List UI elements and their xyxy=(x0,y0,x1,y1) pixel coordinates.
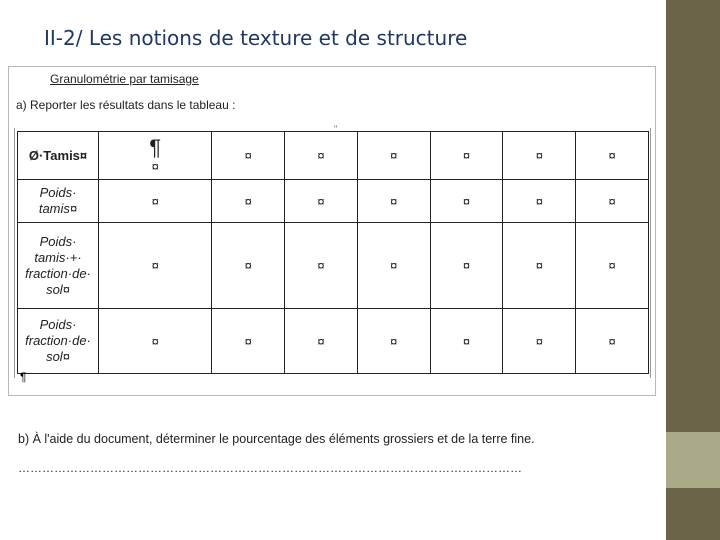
table-cell[interactable] xyxy=(576,309,649,374)
table-cell[interactable] xyxy=(285,222,358,309)
table-cell[interactable] xyxy=(357,180,430,222)
table-row xyxy=(18,132,649,180)
instruction-b: b) À l'aide du document, déterminer le pourcentage des éléments grossiers et de la terre fine. xyxy=(18,432,535,446)
cell-mark: ¤ xyxy=(244,193,252,209)
cell-mark: ¤ xyxy=(462,193,471,209)
cell-mark: ¤ xyxy=(317,258,325,274)
table-cell[interactable] xyxy=(430,132,503,180)
cell-mark: ¤ xyxy=(462,148,471,164)
instruction-a: a) Reporter les résultats dans le tableau : xyxy=(16,98,236,112)
cell-mark: ¤ xyxy=(317,148,325,164)
table-cell[interactable] xyxy=(503,309,576,374)
table-row xyxy=(18,222,649,309)
side-bar-accent xyxy=(666,432,720,488)
table-cell[interactable] xyxy=(212,309,285,374)
cell-mark: ¤ xyxy=(535,193,543,209)
table-cell[interactable] xyxy=(430,309,503,374)
table-cell[interactable] xyxy=(99,180,212,222)
table-cell[interactable] xyxy=(503,132,576,180)
table-cell[interactable] xyxy=(212,222,285,309)
table-cell[interactable] xyxy=(430,222,503,309)
results-table xyxy=(17,131,649,374)
cell-mark: ¤ xyxy=(244,148,252,164)
cell-mark: ¤ xyxy=(390,258,398,274)
cell-mark: ¤ xyxy=(608,258,616,274)
table-cell[interactable] xyxy=(357,132,430,180)
table-cell[interactable] xyxy=(503,180,576,222)
table-cell[interactable] xyxy=(212,180,285,222)
table-cell[interactable] xyxy=(503,222,576,309)
cell-mark: ¤ xyxy=(317,333,325,349)
exercise-subtitle: Granulométrie par tamisage xyxy=(50,72,199,86)
row-header: Poids· tamis¤ xyxy=(18,180,99,222)
table-cell[interactable] xyxy=(99,222,212,309)
cell-mark: ¤ xyxy=(151,333,159,349)
pilcrow-mark: ¶ xyxy=(149,135,162,161)
cell-mark: ¤ xyxy=(390,333,398,349)
cell-mark: ¤ xyxy=(390,148,398,164)
cell-mark: ¤ xyxy=(244,258,252,274)
table-row xyxy=(18,180,649,222)
row-header: Poids· fraction·de· sol¤ xyxy=(18,309,99,374)
cell-mark: ¤ xyxy=(317,193,325,209)
cell-mark: ¤ xyxy=(535,148,543,164)
table-cell[interactable] xyxy=(285,309,358,374)
cell-mark: ¤ xyxy=(535,333,543,349)
table-cell[interactable] xyxy=(576,132,649,180)
table-edge-right xyxy=(650,128,651,378)
cell-mark: ¤ xyxy=(244,333,252,349)
table-cell[interactable] xyxy=(576,180,649,222)
table-cell[interactable] xyxy=(430,180,503,222)
paragraph-mark: ¶ xyxy=(20,370,27,384)
table-cell[interactable] xyxy=(576,222,649,309)
slide-title: II-2/ Les notions de texture et de structure xyxy=(44,26,468,50)
row-header: Ø·Tamis¤ xyxy=(18,132,99,180)
table-edge-left xyxy=(14,128,15,378)
table-row xyxy=(18,309,649,374)
cell-mark: ¤ xyxy=(608,148,616,164)
table-cell[interactable] xyxy=(357,222,430,309)
formatting-mark: " xyxy=(334,124,338,134)
cell-mark: ¤ xyxy=(151,159,159,175)
cell-mark: ¤ xyxy=(535,258,543,274)
table-cell[interactable] xyxy=(99,132,212,180)
table-cell[interactable] xyxy=(212,132,285,180)
cell-mark: ¤ xyxy=(608,193,616,209)
row-header: Poids· tamis·+· fraction·de· sol¤ xyxy=(18,222,99,309)
cell-mark: ¤ xyxy=(462,258,471,274)
table-cell[interactable] xyxy=(285,180,358,222)
cell-mark: ¤ xyxy=(151,258,159,274)
table-cell[interactable] xyxy=(285,132,358,180)
cell-mark: ¤ xyxy=(151,193,159,209)
cell-mark: ¤ xyxy=(390,193,398,209)
cell-mark: ¤ xyxy=(462,333,471,349)
answer-line[interactable]: ……………………………………………………………………………………………………………… xyxy=(18,461,522,475)
cell-mark: ¤ xyxy=(608,333,616,349)
table-cell[interactable] xyxy=(357,309,430,374)
table-cell[interactable] xyxy=(99,309,212,374)
